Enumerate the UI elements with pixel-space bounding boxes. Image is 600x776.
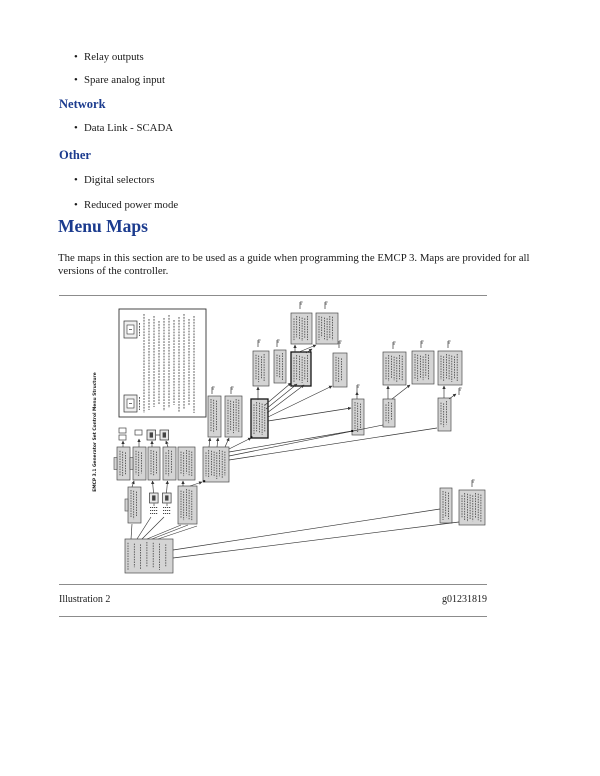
connector-line — [225, 438, 229, 447]
menu-box — [412, 351, 434, 384]
note-marker — [212, 387, 215, 394]
illustration-caption: Illustration 2 — [59, 594, 111, 605]
menu-box — [125, 539, 173, 573]
page-heading: Menu Maps — [58, 216, 148, 236]
note-marker — [231, 387, 234, 394]
connector-line — [392, 385, 410, 399]
connector-line — [131, 524, 132, 539]
note-marker — [459, 388, 462, 395]
divider — [59, 584, 487, 585]
note-marker — [339, 341, 342, 348]
bullet-item: • Relay outputs — [74, 51, 144, 63]
connector-line — [132, 481, 134, 487]
note-marker — [258, 340, 261, 347]
menu-box — [178, 447, 195, 480]
menu-box — [291, 313, 312, 344]
divider — [59, 616, 487, 617]
menu-box — [148, 447, 160, 480]
note-marker — [325, 302, 328, 309]
figure-id: g01231819 — [442, 594, 487, 605]
bullet-item: • Reduced power mode — [74, 199, 178, 211]
note-marker — [421, 341, 424, 348]
connector-line — [299, 345, 316, 352]
menu-box — [316, 313, 338, 344]
illustration-caption-row — [59, 594, 487, 605]
connector-line — [152, 525, 188, 539]
key-icon — [124, 321, 140, 338]
connector-line — [449, 394, 456, 399]
bullet-item: • Spare analog input — [74, 74, 165, 86]
diagram-dot — [203, 480, 205, 482]
connector-line — [209, 438, 210, 447]
menu-box — [163, 447, 176, 480]
section-heading-network: Network — [59, 97, 106, 111]
diagram-dot — [351, 430, 353, 432]
menu-box — [208, 396, 221, 437]
note-marker — [393, 342, 396, 349]
connector-line — [217, 438, 218, 447]
menu-box — [383, 399, 395, 427]
menu-box — [438, 351, 462, 385]
menu-box — [383, 352, 406, 385]
connector-line — [167, 481, 168, 493]
menu-box — [203, 447, 229, 482]
instruction-box — [119, 309, 206, 417]
menu-box — [333, 353, 347, 387]
menu-box — [178, 486, 197, 524]
connector-line — [153, 481, 154, 493]
note-marker — [277, 340, 280, 347]
menu-box — [438, 398, 451, 431]
connector-line — [190, 482, 202, 486]
connector-line — [158, 526, 197, 539]
connector-line — [173, 522, 459, 558]
menu-box — [114, 447, 130, 480]
note-marker — [357, 385, 360, 392]
menu-box — [459, 490, 485, 525]
menu-box — [225, 396, 242, 437]
menu-box — [125, 487, 141, 523]
menu-box — [130, 447, 146, 480]
menu-box — [291, 352, 311, 386]
diagram-dot — [250, 436, 252, 438]
paragraph-line: The maps in this section are to be used as a guide when programming the EMCP 3. Maps are provided for all — [58, 252, 530, 264]
connector-line — [229, 438, 251, 449]
menu-box — [274, 350, 286, 383]
paragraph-line: versions of the controller. — [58, 264, 169, 277]
menu-box — [440, 488, 452, 523]
menu-box — [253, 351, 269, 386]
connector-line — [268, 408, 351, 421]
menu-box — [352, 399, 364, 435]
bullet-item: • Data Link - SCADA — [74, 122, 173, 134]
diagram-vertical-title: EMCP 3.1 Generator Set Control Menu Structure — [93, 372, 98, 492]
connector-line — [166, 441, 168, 447]
connector-line — [229, 431, 352, 452]
bullet-item: • Digital selectors — [74, 174, 154, 186]
note-marker — [300, 302, 303, 309]
key-icon — [124, 395, 140, 412]
section-heading-other: Other — [59, 148, 91, 162]
note-marker — [472, 480, 475, 487]
note-marker — [448, 341, 451, 348]
